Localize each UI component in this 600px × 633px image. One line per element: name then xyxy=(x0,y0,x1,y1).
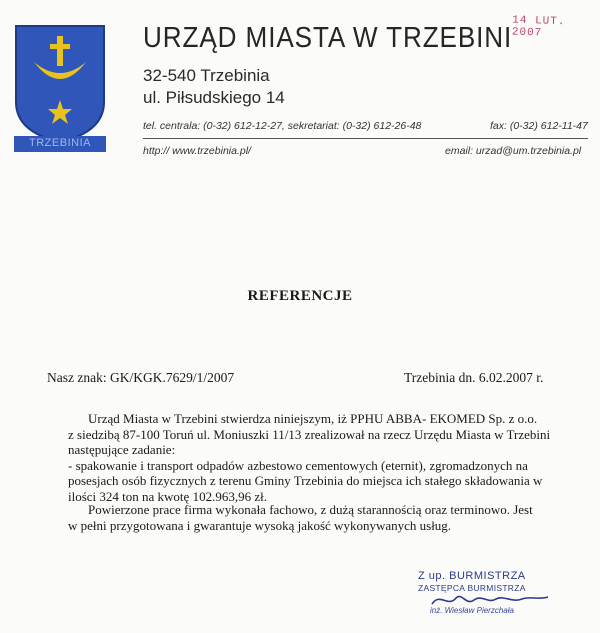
institution-name: URZĄD MIASTA W TRZEBINI xyxy=(143,22,513,54)
signatory-name: inż. Wiesław Pierzchała xyxy=(430,606,514,615)
paragraph-line: następujące zadanie: xyxy=(68,442,176,457)
signature-authority: Z up. BURMISTRZA xyxy=(418,570,526,582)
paragraph-line: ilości 324 ton na kwotę 102.963,96 zł. xyxy=(68,488,267,504)
telephone-numbers: tel. centrala: (0-32) 612-12-27, sekretariat: (0-32) 612-26-48 xyxy=(143,120,422,132)
document-title: REFERENCJE xyxy=(247,288,353,304)
header-divider xyxy=(143,138,588,139)
street-address: ul. Piłsudskiego 14 xyxy=(143,88,285,107)
website-link[interactable]: http:// www.trzebinia.pl/ xyxy=(143,145,251,157)
city-crest-icon xyxy=(14,24,106,154)
body-paragraph-2 xyxy=(68,502,538,533)
signature-title: ZASTĘPCA BURMISTRZA xyxy=(418,583,526,593)
paragraph-line: - spakowanie i transport odpadów azbestowo cementowych (eternit), zgromadzonych na xyxy=(68,457,528,473)
fax-number: fax: (0-32) 612-11-47 xyxy=(490,120,588,132)
paragraph-line: z siedzibą 87-100 Toruń ul. Moniuszki 11/13 zrealizował na rzecz Urzędu Miasta w Trzebini xyxy=(68,426,551,442)
received-date-stamp: 14 LUT. 2007 xyxy=(511,14,566,40)
body-paragraph-1 xyxy=(68,411,551,504)
paragraph-line: w pełni przygotowana i gwarantuje wysoką jakość wykonywanych usług. xyxy=(68,517,452,533)
paragraph-line: Powierzone prace firma wykonała fachowo, z dużą starannością oraz terminowo. Jest xyxy=(88,502,533,517)
document-date: Trzebinia dn. 6.02.2007 r. xyxy=(404,370,544,385)
email-address[interactable]: email: urzad@um.trzebinia.pl xyxy=(445,145,582,157)
reference-number: Nasz znak: GK/KGK.7629/1/2007 xyxy=(47,370,235,385)
crest-label: TRZEBINIA xyxy=(29,137,91,149)
paragraph-line: posesjach osób fizycznych z terenu Gminy Trzebinia do miejsca ich stałego składowania w xyxy=(68,473,543,488)
postal-city: 32-540 Trzebinia xyxy=(143,66,270,85)
paragraph-line: Urząd Miasta w Trzebini stwierdza niniejszym, iż PPHU ABBA- EKOMED Sp. z o.o. xyxy=(88,411,538,426)
